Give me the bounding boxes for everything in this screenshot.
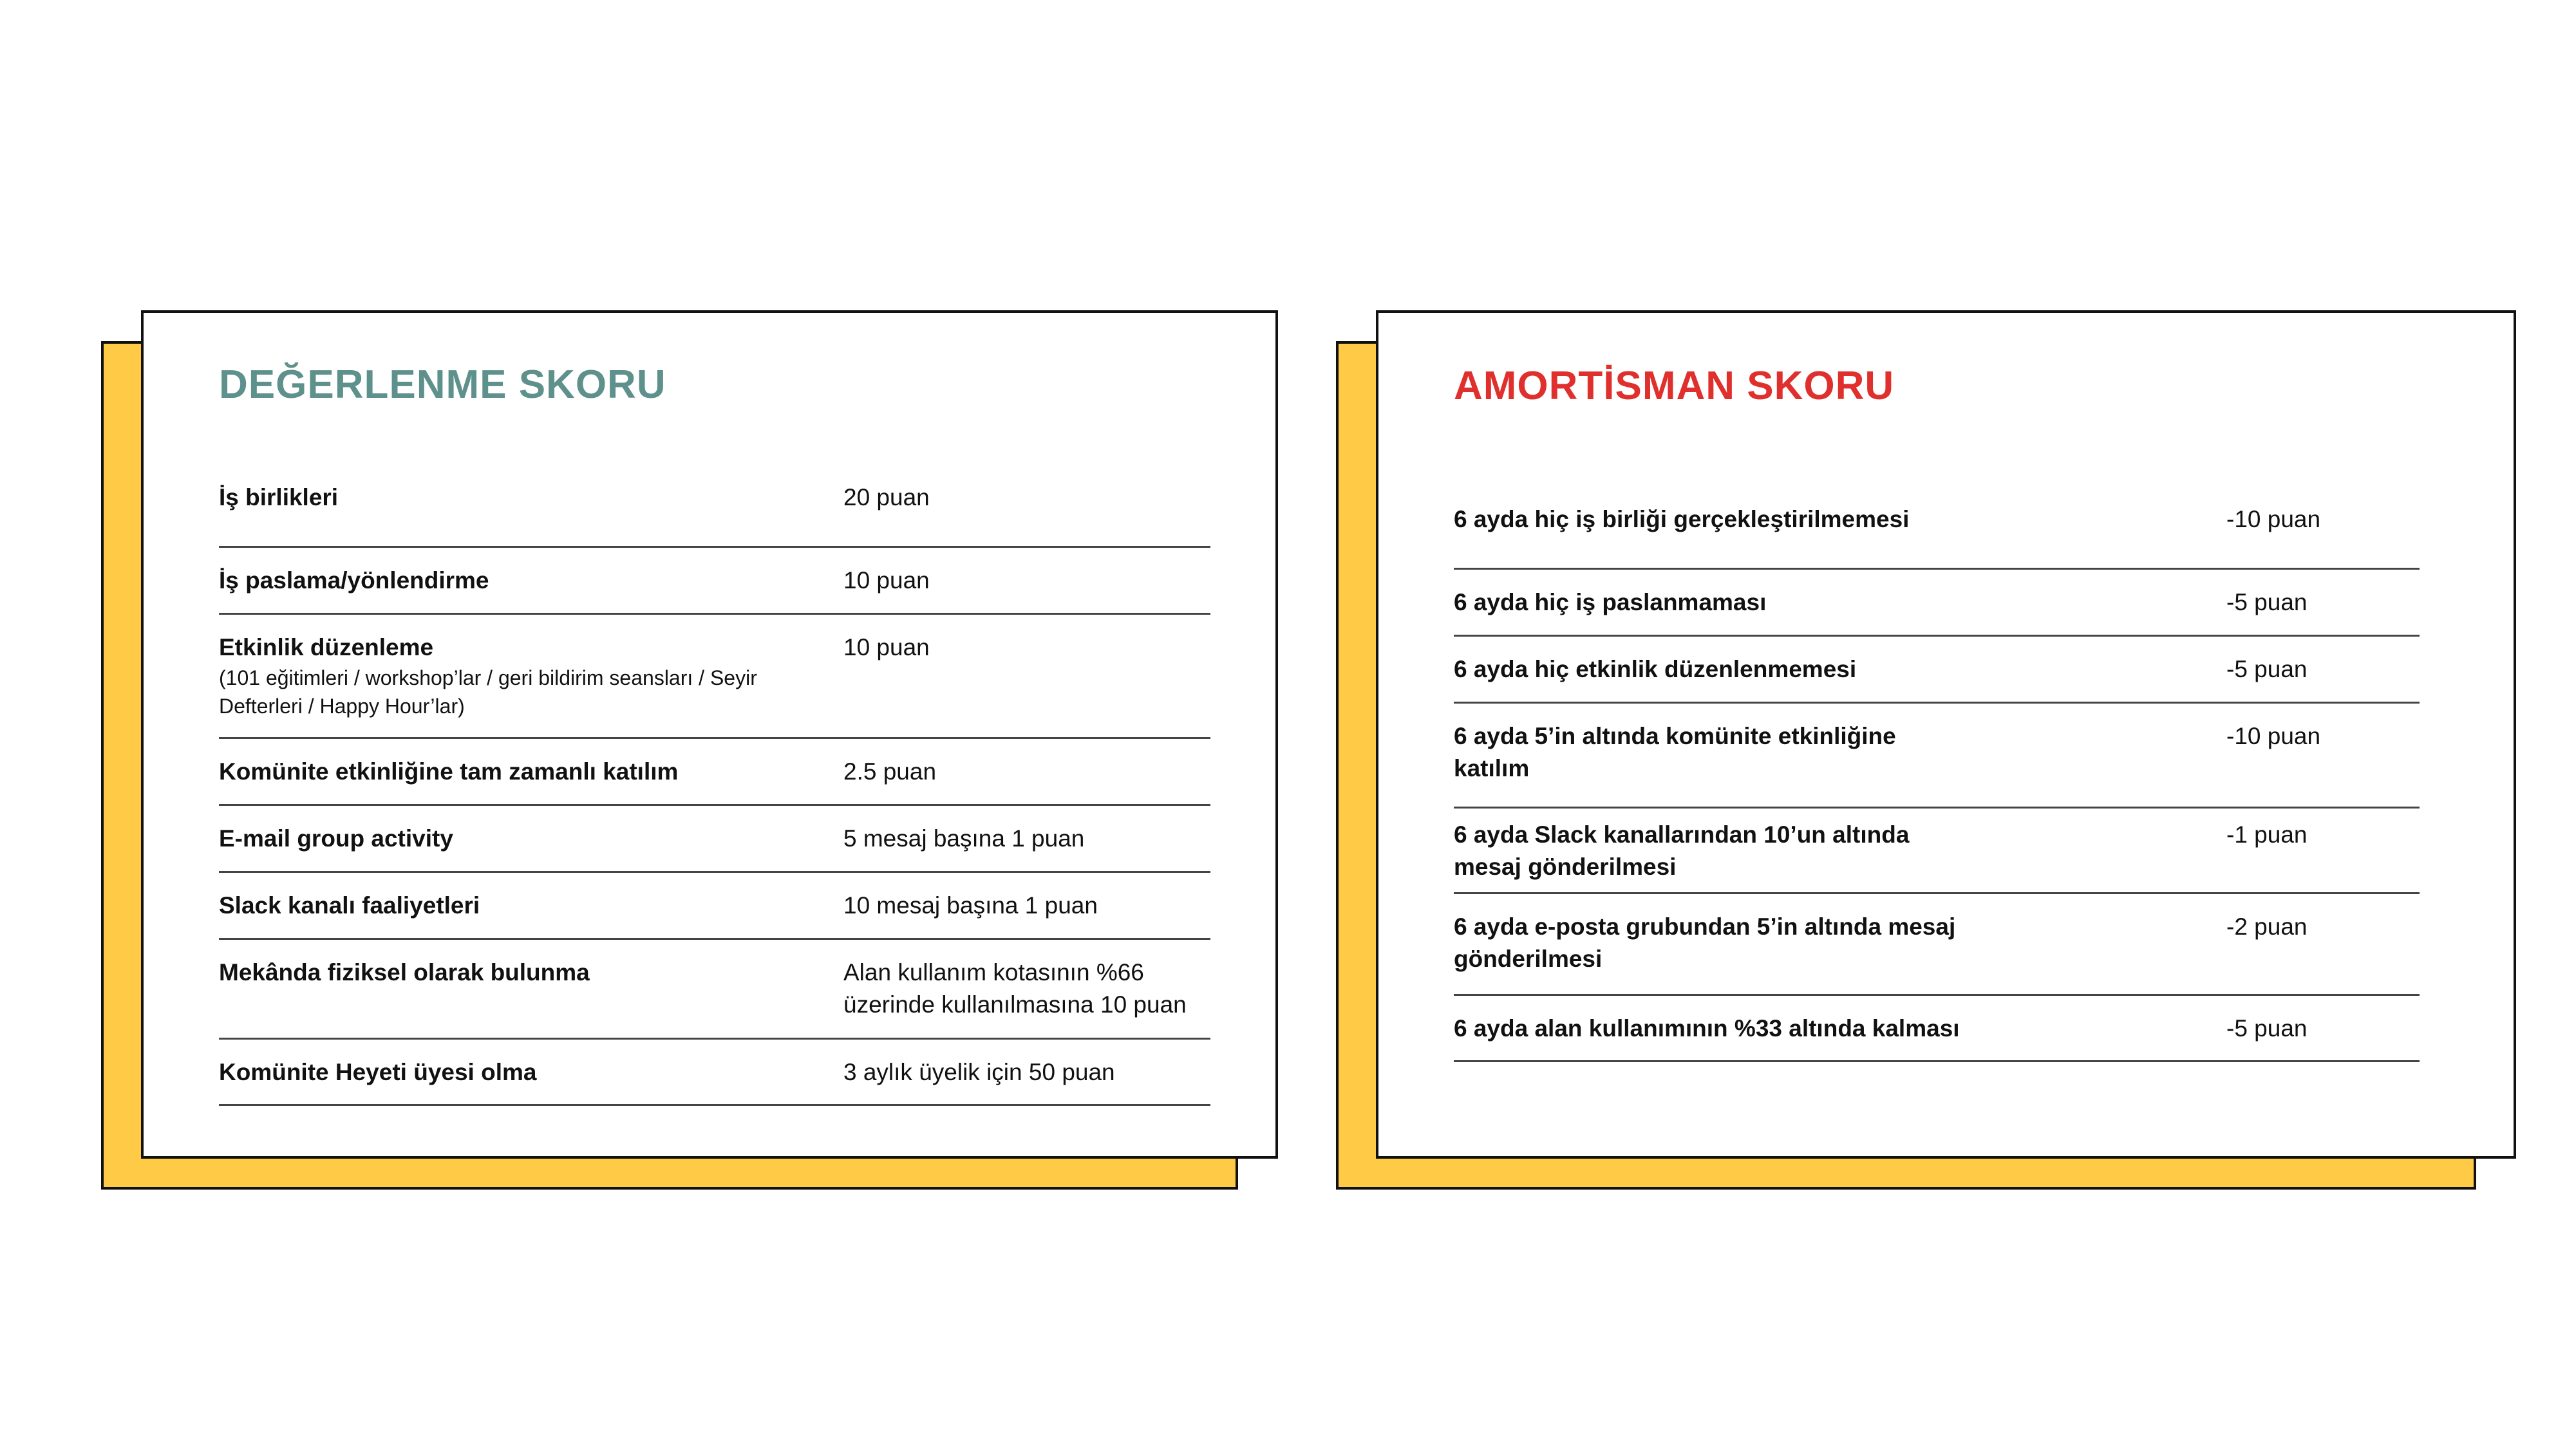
row-value: 3 aylık üyelik için 50 puan — [843, 1059, 1115, 1085]
row-label: 6 ayda hiç iş paslanmaması — [1454, 589, 1767, 615]
left-card-title: DEĞERLENME SKORU — [219, 362, 666, 407]
row-value: -1 puan — [2226, 821, 2308, 848]
row-value: 5 mesaj başına 1 puan — [843, 825, 1085, 852]
row-label: Etkinlik düzenleme — [219, 634, 434, 660]
row-label: 6 ayda 5’in altında komünite etkinliğine katılım — [1454, 723, 1896, 781]
table-row — [219, 738, 1210, 805]
row-value: 20 puan — [843, 481, 1210, 547]
table-row — [1454, 995, 2420, 1061]
left-score-table — [219, 481, 1210, 1106]
row-label: 6 ayda alan kullanımının %33 altında kalması — [1454, 1015, 1960, 1042]
row-value: 10 puan — [843, 634, 930, 660]
table-row — [1454, 808, 2420, 893]
row-value: -2 puan — [2226, 913, 2308, 940]
row-value: -5 puan — [2226, 589, 2308, 615]
table-row — [1454, 703, 2420, 808]
table-row — [1454, 569, 2420, 636]
table-row — [1454, 893, 2420, 995]
table-row — [219, 547, 1210, 614]
table-row — [219, 481, 1210, 547]
row-value: -10 puan — [2226, 723, 2321, 749]
right-card — [1376, 310, 2516, 1159]
table-row — [219, 1039, 1210, 1105]
row-value: 10 puan — [843, 567, 930, 594]
left-card — [141, 310, 1278, 1159]
right-score-table — [1454, 503, 2420, 1062]
table-row — [219, 872, 1210, 939]
row-value: -5 puan — [2226, 656, 2308, 682]
table-row — [219, 805, 1210, 872]
row-label: 6 ayda hiç iş birliği gerçekleştirilmemesi — [1454, 506, 1910, 532]
right-card-title: AMORTİSMAN SKORU — [1454, 364, 1895, 408]
row-value: -10 puan — [2226, 506, 2321, 532]
row-label: İş birlikleri — [219, 484, 339, 510]
row-label: 6 ayda hiç etkinlik düzenlenmemesi — [1454, 656, 1857, 682]
table-row — [219, 614, 1210, 738]
row-label: 6 ayda e-posta grubundan 5’in altında mesaj gönderilmesi — [1454, 913, 1956, 972]
table-row — [219, 939, 1210, 1039]
table-row — [1454, 503, 2420, 569]
row-value: 2.5 puan — [843, 758, 937, 785]
row-label: Komünite etkinliğine tam zamanlı katılım — [219, 758, 679, 785]
row-label: Komünite Heyeti üyesi olma — [219, 1059, 537, 1085]
row-value: Alan kullanım kotasının %66 üzerinde kullanılmasına 10 puan — [843, 959, 1187, 1018]
row-value: 10 mesaj başına 1 puan — [843, 892, 1098, 919]
row-note: (101 eğitimleri / workshop’lar / geri bildirim seansları / Seyir Defterleri / Happy Hour’lar) — [219, 666, 757, 718]
row-label: 6 ayda Slack kanallarından 10’un altında mesaj gönderilmesi — [1454, 821, 1910, 880]
row-value: -5 puan — [2226, 1015, 2308, 1042]
row-label: Mekânda fiziksel olarak bulunma — [219, 959, 590, 986]
row-label: İş paslama/yönlendirme — [219, 567, 489, 594]
row-label: Slack kanalı faaliyetleri — [219, 892, 480, 919]
table-row — [1454, 636, 2420, 703]
row-label: E-mail group activity — [219, 825, 453, 852]
